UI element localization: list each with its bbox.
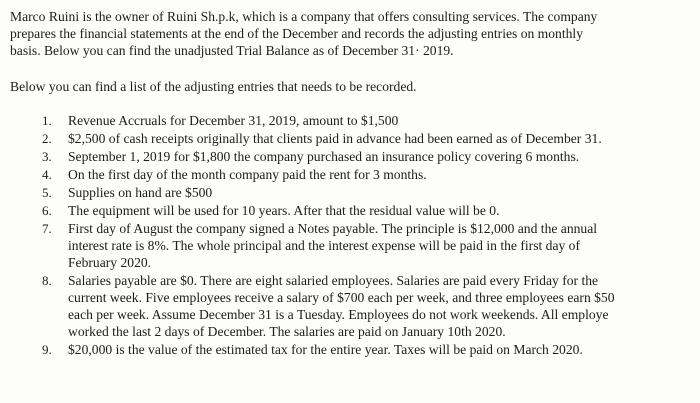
entries-lead-sentence: Below you can find a list of the adjusting entries that needs to be recorded. [10, 79, 417, 94]
entry-item [0, 220, 700, 271]
entry-item [0, 184, 700, 201]
entry-item [0, 272, 700, 340]
entry-number: 5. [42, 185, 52, 200]
entry-text: On the first day of the month company paid the rent for 3 months. [68, 167, 427, 182]
entry-text: current week. Five employees receive a salary of $700 each per week, and three employees earn $50 [68, 290, 615, 305]
entry-number: 3. [42, 149, 52, 164]
entry-item [0, 148, 700, 165]
entry-text: First day of August the company signed a Notes payable. The principle is $12,000 and the annual [68, 221, 598, 236]
adjusting-entries-list [0, 112, 700, 359]
entry-text: worked the last 2 days of December. The salaries are paid on January 10th 2020. [68, 324, 506, 339]
entry-number: 7. [42, 221, 52, 236]
intro-line: prepares the financial statements at the end of the December and records the adjusting entries on monthly [10, 26, 584, 41]
intro-line: basis. Below you can find the unadjusted Trial Balance as of December 31· 2019. [10, 43, 454, 58]
entry-text: $20,000 is the value of the estimated tax for the entire year. Taxes will be paid on March 2020. [68, 342, 583, 357]
entry-text: each per week. Assume December 31 is a Tuesday. Employees do not work weekends. All employe [68, 307, 609, 322]
entry-item [0, 341, 700, 358]
entry-text: $2,500 of cash receipts originally that clients paid in advance had been earned as of December 31. [68, 131, 602, 146]
entry-item [0, 130, 700, 147]
entry-text: interest rate is 8%. The whole principal and the interest expense will be paid in the first day of [68, 238, 581, 253]
entry-text: The equipment will be used for 10 years. After that the residual value will be 0. [68, 203, 500, 218]
entry-number: 8. [42, 273, 52, 288]
entry-text: February 2020. [68, 255, 152, 270]
entry-text: Supplies on hand are $500 [68, 185, 213, 200]
entry-number: 4. [42, 167, 52, 182]
entry-number: 6. [42, 203, 52, 218]
entry-number: 1. [42, 113, 52, 128]
entry-item [0, 166, 700, 183]
entry-item [0, 202, 700, 219]
entry-number: 2. [42, 131, 52, 146]
entry-text: September 1, 2019 for $1,800 the company purchased an insurance policy covering 6 months. [68, 149, 580, 164]
entry-text: Salaries payable are $0. There are eight salaried employees. Salaries are paid every Friday for the [68, 273, 599, 288]
entry-text: Revenue Accruals for December 31, 2019, amount to $1,500 [68, 113, 399, 128]
entry-item [0, 112, 700, 129]
entry-number: 9. [42, 342, 52, 357]
intro-line: Marco Ruini is the owner of Ruini Sh.p.k, which is a company that offers consulting services. The company [10, 9, 598, 24]
intro-paragraph [10, 8, 700, 59]
